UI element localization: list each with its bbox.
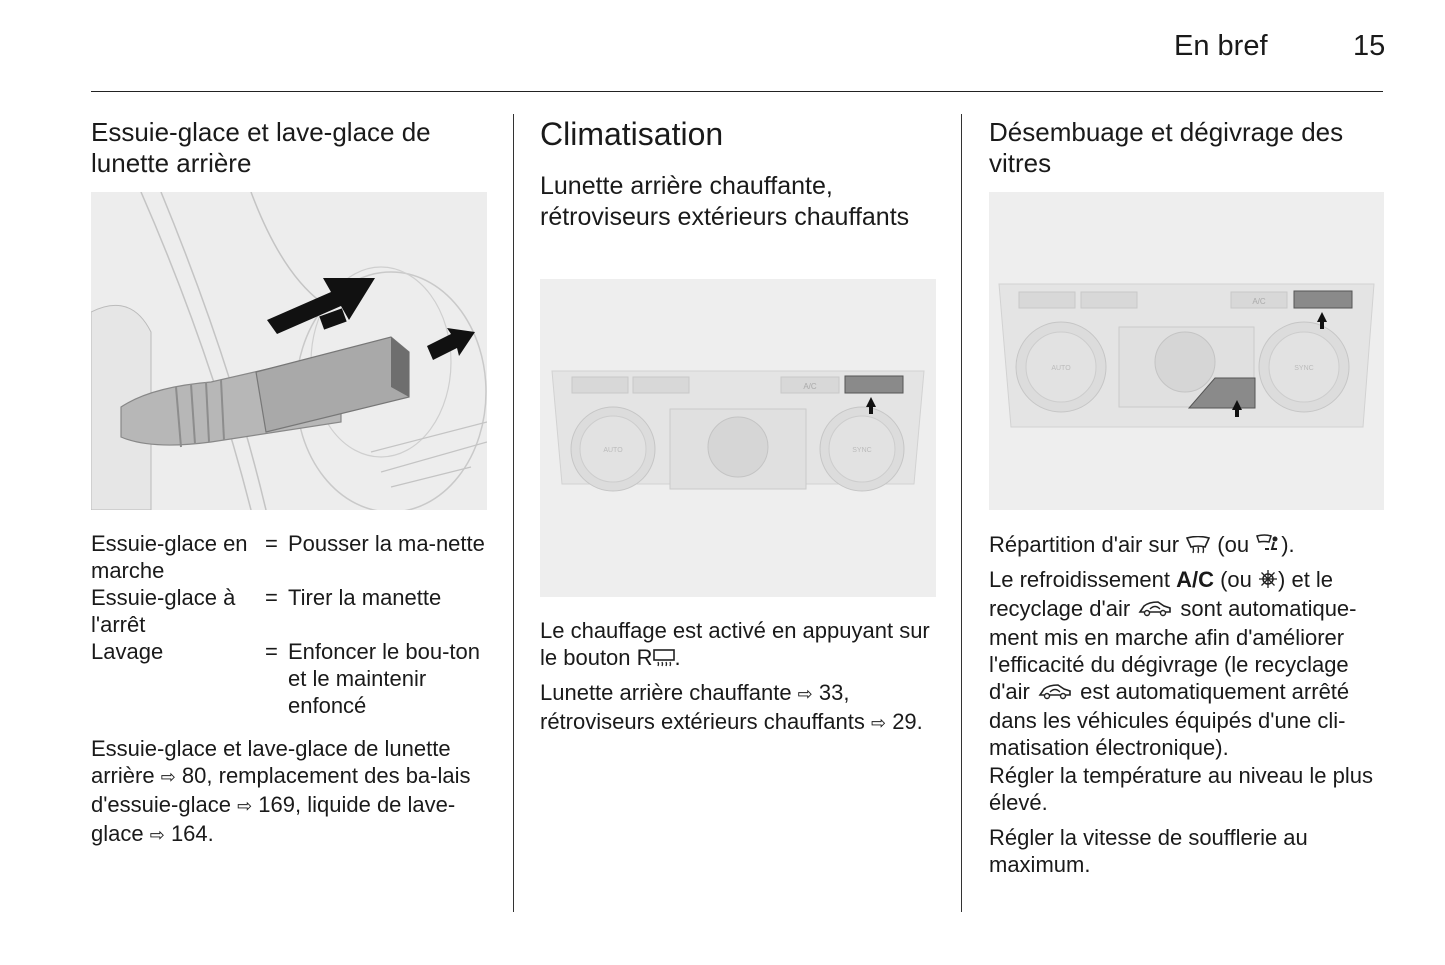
definition-text: Pousser la ma-nette xyxy=(288,531,485,556)
rear-defrost-icon xyxy=(653,646,675,673)
wiper-lever-illustration xyxy=(91,192,487,510)
page-ref-link[interactable]: 33 xyxy=(818,680,844,705)
temperature-paragraph: Régler la température au niveau le plus élevé. xyxy=(989,763,1374,815)
text: Le chauffage est activé en appuyant sur le bouton xyxy=(540,618,930,670)
ac-button-label: A/C xyxy=(1252,297,1266,306)
air-recirculation-icon xyxy=(1036,680,1074,707)
definition-text: Tirer la manette xyxy=(288,585,442,610)
page-ref-link[interactable]: 164 xyxy=(170,821,208,846)
text: . xyxy=(674,645,681,670)
page-ref-arrow-icon: ⇨ xyxy=(237,796,253,816)
text: ) et le recyclage d'air xyxy=(989,567,1334,621)
text: Le refroidissement xyxy=(989,567,1177,592)
header-rule xyxy=(91,91,1383,92)
text: (ou xyxy=(1211,532,1256,557)
blower-speed-paragraph: Régler la vitesse de soufflerie au maximum. xyxy=(989,825,1308,877)
section-title-climatisation: Climatisation xyxy=(540,116,724,152)
ac-button-label: A/C xyxy=(803,382,817,391)
heated-rear-references-paragraph xyxy=(540,679,940,737)
air-recirculation-icon xyxy=(1136,597,1174,624)
section-heading-rear-wiper: Essuie-glace et lave-glace de lunette arrière xyxy=(91,117,431,178)
rear-window-button-label: R xyxy=(636,645,653,670)
text: Lunette arrière chauffante xyxy=(540,680,798,705)
climate-panel-illustration xyxy=(540,279,936,597)
definition-equals: = xyxy=(265,531,278,556)
auto-knob-label: AUTO xyxy=(603,447,623,454)
air-distribution-paragraph xyxy=(989,531,1389,560)
text: , liquide de lave-glace xyxy=(91,792,456,846)
text: Répartition d'air sur xyxy=(989,532,1186,557)
definition-term: Essuie-glace à l'arrêt xyxy=(91,585,236,637)
page-ref-arrow-icon: ⇨ xyxy=(160,767,176,787)
wiper-references-paragraph xyxy=(91,735,491,849)
snowflake-icon xyxy=(1258,568,1278,595)
text: . xyxy=(207,821,214,846)
page-ref-arrow-icon: ⇨ xyxy=(870,713,887,733)
column-divider-right xyxy=(961,114,962,912)
page-ref-link[interactable]: 29 xyxy=(892,709,917,734)
text: , remplacement des ba-lais d'essuie-glace xyxy=(91,763,471,817)
subsection-heading-heated-rear-window: Lunette arrière chauffante, rétroviseurs extérieurs chauffants xyxy=(540,172,910,231)
ac-recirculation-paragraph xyxy=(989,566,1389,761)
text: . xyxy=(916,709,923,734)
text: est automatiquement arrêté dans les véhicules équipés d'une cli-matisation électronique). xyxy=(989,679,1350,760)
sync-knob-label: SYNC xyxy=(852,447,872,454)
definition-equals: = xyxy=(265,585,278,610)
definition-term: Essuie-glace en marche xyxy=(91,531,248,583)
auto-knob-label: AUTO xyxy=(1051,365,1071,372)
page-ref-link[interactable]: 169 xyxy=(258,792,295,817)
definition-text: Enfoncer le bou-ton et le maintenir enfoncé xyxy=(288,639,481,718)
text: ). xyxy=(1281,532,1295,557)
page-ref-arrow-icon: ⇨ xyxy=(149,825,165,845)
column-divider-left xyxy=(513,114,514,912)
text: sont automatique-ment mis en marche afin d'améliorer l'efficacité du dégivrage (le recyclage d'air xyxy=(989,596,1357,704)
running-header-title: En bref xyxy=(1174,30,1268,62)
text: (ou xyxy=(1213,567,1259,592)
windscreen-footwell-icon xyxy=(1255,533,1281,560)
climate-panel-defrost-illustration xyxy=(989,192,1384,510)
definition-equals: = xyxy=(265,639,278,664)
page-ref-link[interactable]: 80 xyxy=(181,763,207,788)
heating-activation-paragraph xyxy=(540,617,940,673)
section-heading-defrost: Désembuage et dégivrage des vitres xyxy=(989,117,1344,178)
text: , rétroviseurs extérieurs chauffants xyxy=(540,680,871,734)
page-number: 15 xyxy=(1353,30,1386,62)
sync-knob-label: SYNC xyxy=(1294,365,1314,372)
definition-term: Lavage xyxy=(91,639,164,664)
page-ref-arrow-icon: ⇨ xyxy=(797,684,813,704)
ac-bold-label: A/C xyxy=(1176,567,1214,592)
windscreen-defrost-icon xyxy=(1185,533,1211,560)
text: Essuie-glace et lave-glace de lunette arrière xyxy=(91,736,451,788)
